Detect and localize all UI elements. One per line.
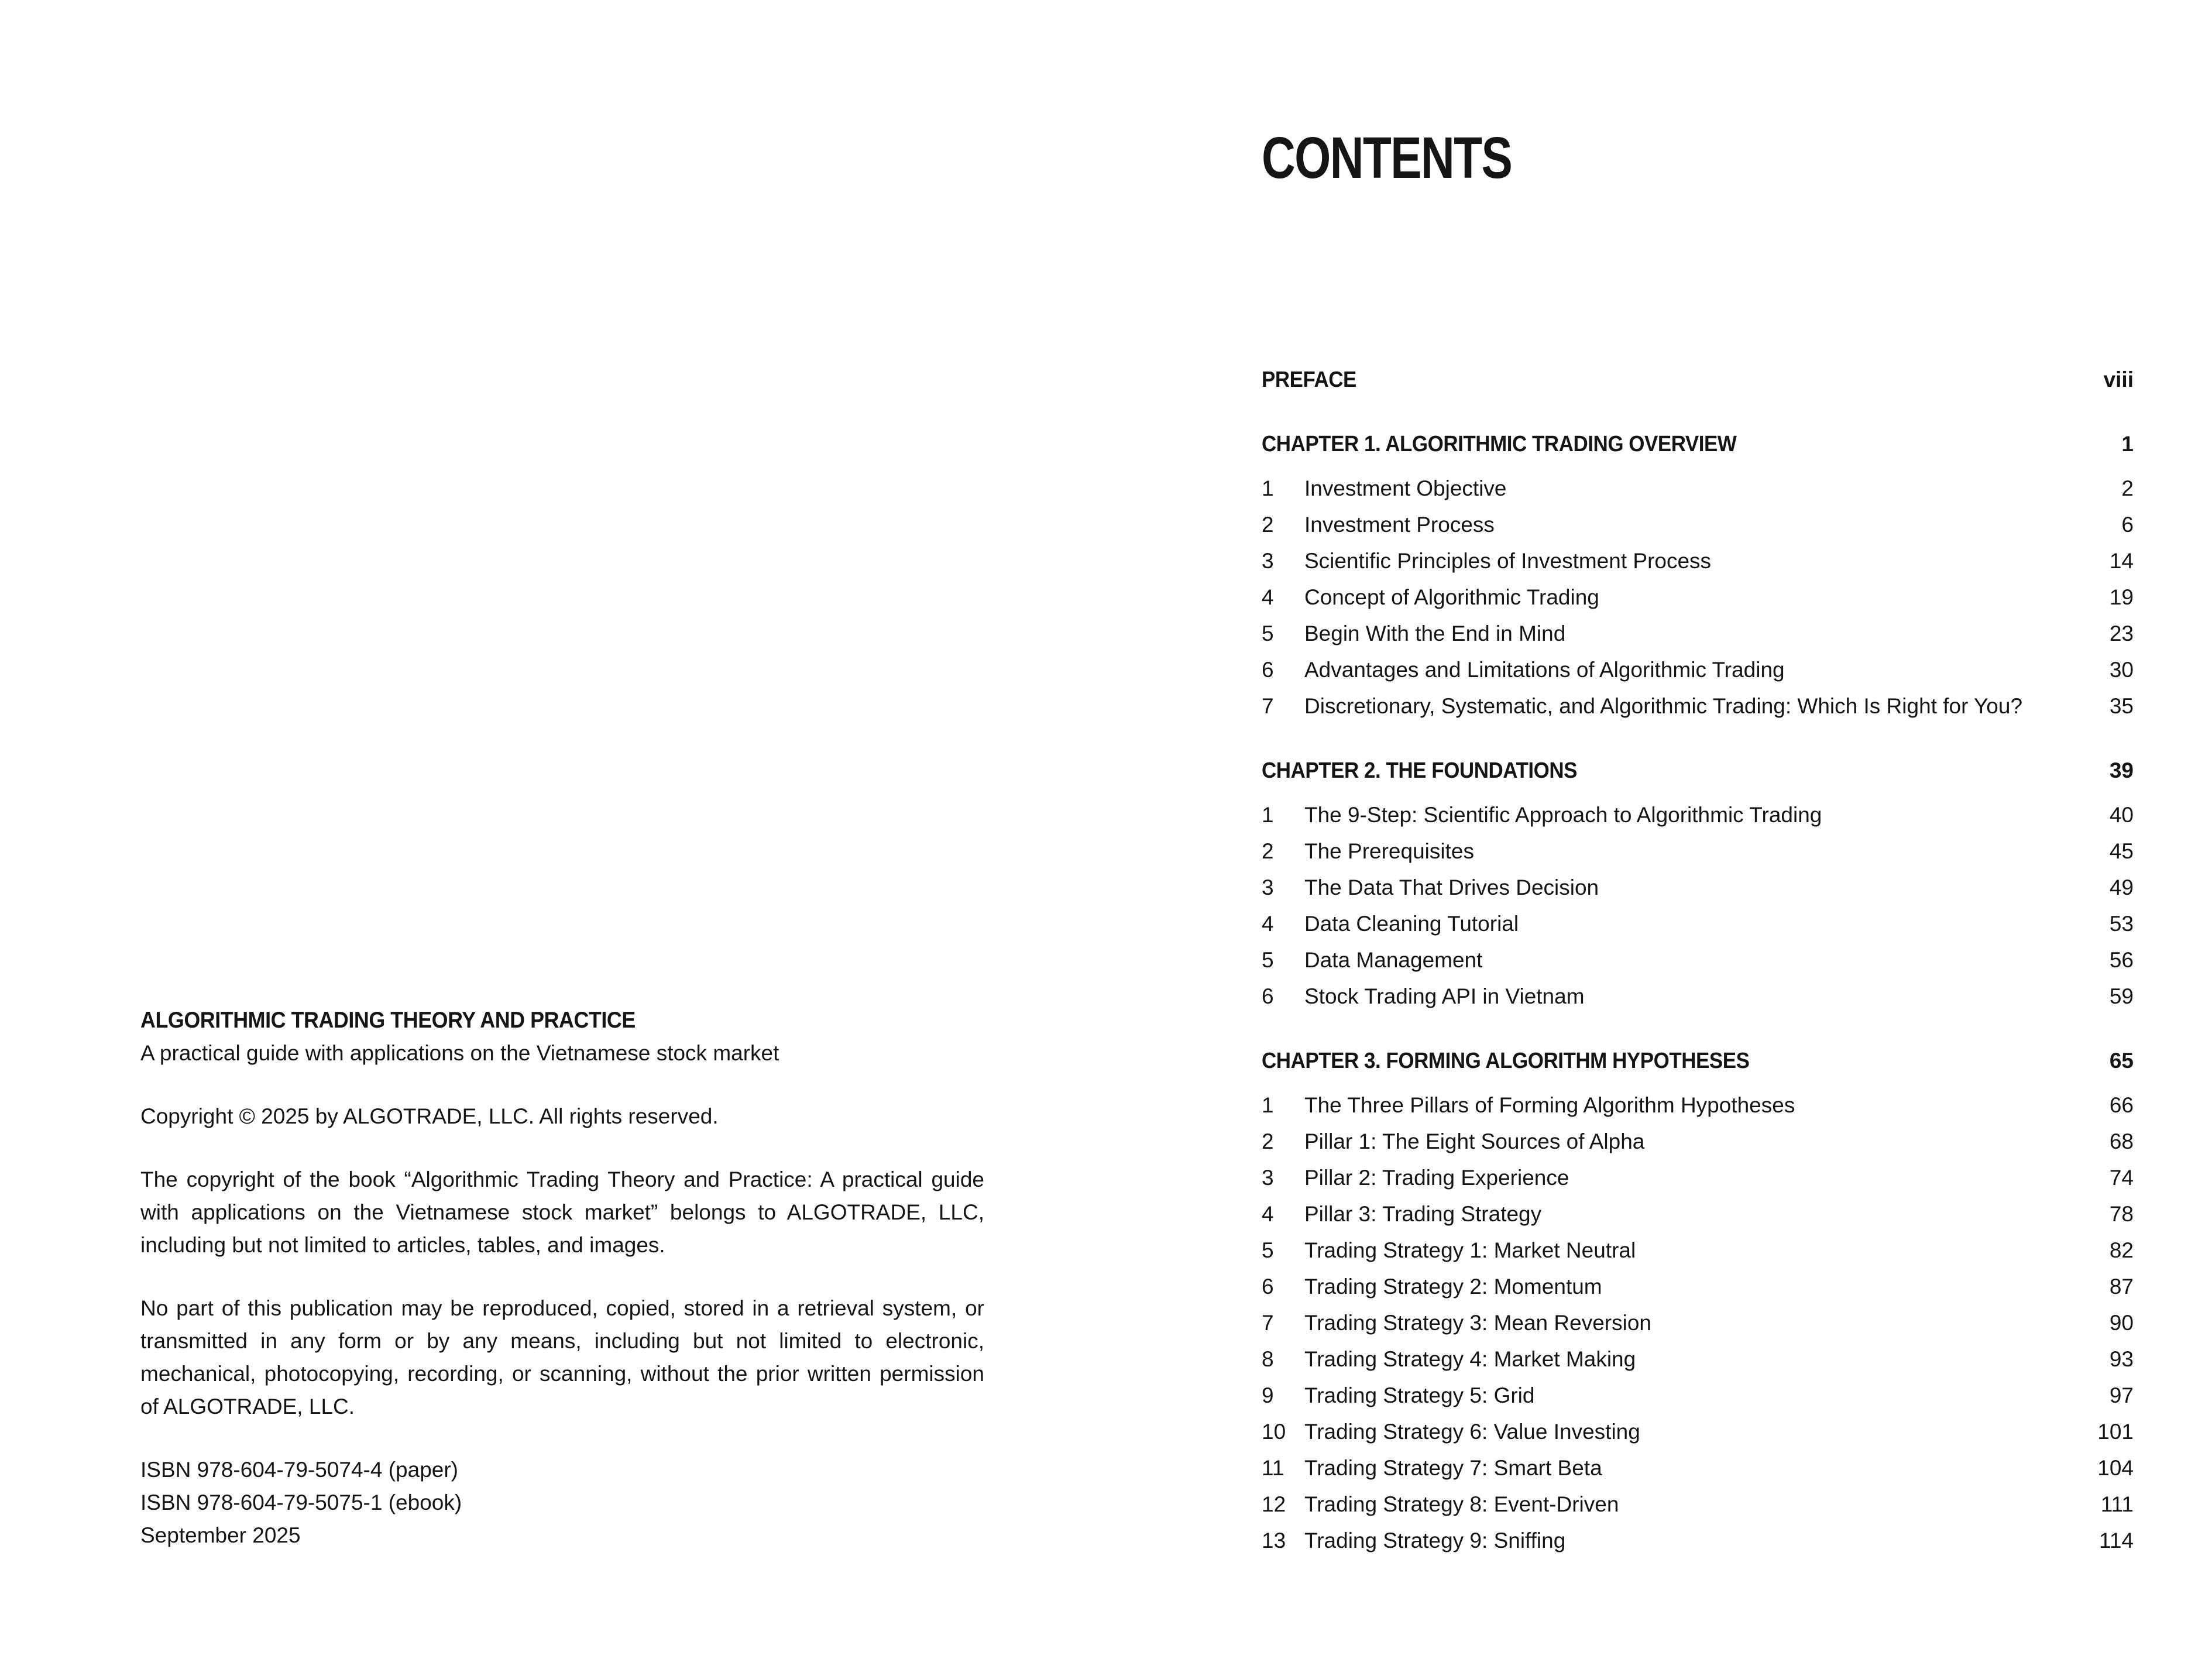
toc-item-row [1262, 616, 2134, 652]
toc-item-row [1262, 1124, 2134, 1160]
toc-item-page: 35 [2109, 694, 2134, 718]
chapter-title-wrap [1262, 426, 2121, 462]
toc-item-page: 74 [2109, 1166, 2134, 1190]
toc-chapter [1262, 426, 2134, 724]
toc-item-page: 114 [2099, 1529, 2134, 1552]
toc-item-row [1262, 942, 2134, 978]
chapter-title: CHAPTER 2. THE FOUNDATIONS [1262, 758, 1578, 783]
chapter-page: 1 [2121, 432, 2134, 456]
toc-item-page: 6 [2121, 513, 2134, 537]
toc-item-page: 93 [2109, 1347, 2134, 1371]
toc-item-row [1262, 978, 2134, 1015]
isbn-block [140, 1454, 984, 1552]
toc-item-number: 5 [1262, 1238, 1274, 1262]
toc-item-page: 53 [2109, 912, 2134, 936]
chapter-items [1262, 1087, 2134, 1559]
toc-item-number: 2 [1262, 839, 1274, 863]
toc-item-row [1262, 470, 2134, 507]
toc-item-row [1262, 1232, 2134, 1269]
copyright-page [140, 1004, 984, 1552]
toc-item-page: 30 [2109, 658, 2134, 682]
toc-item-number: 1 [1262, 803, 1274, 827]
toc-item-number: 4 [1262, 912, 1274, 936]
toc-item-row [1262, 652, 2134, 688]
toc-chapter [1262, 753, 2134, 1015]
toc-item-number: 10 [1262, 1420, 1286, 1444]
toc-item-number: 2 [1262, 513, 1274, 537]
book-subtitle: A practical guide with applications on the Vietnamese stock market [140, 1041, 779, 1065]
chapter-title: CHAPTER 3. FORMING ALGORITHM HYPOTHESES [1262, 1049, 1750, 1073]
toc-item-number: 2 [1262, 1129, 1274, 1153]
contents-title: CONTENTS [1262, 125, 1512, 191]
toc-item-number: 11 [1262, 1456, 1284, 1480]
toc-item-label: The 9-Step: Scientific Approach to Algorithmic Trading [1304, 803, 1822, 827]
toc-item-label: Data Management [1304, 948, 1483, 972]
toc-item-number: 5 [1262, 948, 1274, 972]
toc-item-page: 66 [2109, 1093, 2134, 1117]
toc-item-number: 12 [1262, 1492, 1286, 1516]
toc-item-number: 13 [1262, 1529, 1286, 1552]
toc-item-row [1262, 1087, 2134, 1124]
toc-item-page: 49 [2109, 875, 2134, 899]
toc-item-page: 78 [2109, 1202, 2134, 1226]
toc-item-page: 87 [2109, 1275, 2134, 1299]
contents-title-wrap [1262, 125, 2134, 191]
isbn-ebook: ISBN 978-604-79-5075-1 (ebook) [140, 1490, 462, 1514]
toc-item-label: Advantages and Limitations of Algorithmic Trading [1304, 658, 1785, 682]
toc-item-label: The Three Pillars of Forming Algorithm Hypotheses [1304, 1093, 1795, 1117]
toc-item-number: 6 [1262, 658, 1274, 682]
toc-item-number: 4 [1262, 1202, 1274, 1226]
copyright-paragraph-2: No part of this publication may be reproduced, copied, stored in a retrieval system, or transmitted in any form or by any means, including but not limited to electronic, mechanical, photocopying, recording, or scanning, without the prior written permission of ALGOTRADE, LLC. [140, 1296, 984, 1418]
toc-item-number: 5 [1262, 621, 1274, 645]
toc-item-number: 1 [1262, 476, 1274, 500]
toc-item-row [1262, 1269, 2134, 1305]
chapter-items [1262, 797, 2134, 1015]
toc-item-row [1262, 797, 2134, 833]
chapter-title-wrap [1262, 1043, 2110, 1079]
toc-item-label: Investment Objective [1304, 476, 1507, 500]
preface-row [1262, 362, 2134, 398]
toc-item-page: 45 [2109, 839, 2134, 863]
chapter-page: 65 [2109, 1049, 2134, 1073]
toc-item-label: Discretionary, Systematic, and Algorithmic Trading: Which Is Right for You? [1304, 694, 2023, 718]
toc-item-row [1262, 833, 2134, 870]
toc-item-number: 6 [1262, 984, 1274, 1008]
toc-item-row [1262, 906, 2134, 942]
chapter-heading-row [1262, 1043, 2134, 1079]
toc-item-number: 3 [1262, 1166, 1274, 1190]
toc-item-number: 3 [1262, 875, 1274, 899]
toc-item-row [1262, 1523, 2134, 1559]
chapter-heading-row [1262, 753, 2134, 789]
toc-item-number: 7 [1262, 694, 1274, 718]
toc-item-label: Stock Trading API in Vietnam [1304, 984, 1585, 1008]
toc-item-row [1262, 870, 2134, 906]
toc-item-page: 56 [2109, 948, 2134, 972]
toc-item-label: Trading Strategy 7: Smart Beta [1304, 1456, 1602, 1480]
toc-item-label: Trading Strategy 9: Sniffing [1304, 1529, 1566, 1552]
publication-date: September 2025 [140, 1523, 301, 1547]
toc-chapters [1262, 426, 2134, 1559]
toc-item-page: 40 [2109, 803, 2134, 827]
toc-item-page: 104 [2097, 1456, 2134, 1480]
toc-item-page: 97 [2109, 1383, 2134, 1407]
copyright-paragraph-1: The copyright of the book “Algorithmic Trading Theory and Practice: A practical guide with applications on the Vietnamese stock market” belongs to ALGOTRADE, LLC, including but not limited to articles, tables, and images. [140, 1167, 984, 1257]
toc-item-label: Concept of Algorithmic Trading [1304, 585, 1599, 609]
toc-item-label: Begin With the End in Mind [1304, 621, 1566, 645]
book-title: ALGORITHMIC TRADING THEORY AND PRACTICE [140, 1008, 636, 1033]
copyright-line: Copyright © 2025 by ALGOTRADE, LLC. All rights reserved. [140, 1104, 719, 1128]
chapter-page: 39 [2109, 758, 2134, 782]
toc-item-page: 19 [2109, 585, 2134, 609]
toc-item-page: 90 [2109, 1311, 2134, 1335]
toc-item-label: Trading Strategy 6: Value Investing [1304, 1420, 1640, 1444]
toc-item-label: Trading Strategy 5: Grid [1304, 1383, 1535, 1407]
toc-item-label: Pillar 2: Trading Experience [1304, 1166, 1569, 1190]
toc-item-row [1262, 1341, 2134, 1378]
toc-item-label: Trading Strategy 4: Market Making [1304, 1347, 1636, 1371]
contents-page [1262, 125, 2134, 1559]
toc-item-label: Trading Strategy 2: Momentum [1304, 1275, 1602, 1299]
toc-item-number: 7 [1262, 1311, 1274, 1335]
toc-item-row [1262, 1160, 2134, 1196]
toc-item-label: Trading Strategy 8: Event-Driven [1304, 1492, 1619, 1516]
toc-item-page: 23 [2109, 621, 2134, 645]
toc-item-row [1262, 1305, 2134, 1341]
toc-item-page: 59 [2109, 984, 2134, 1008]
toc-item-page: 82 [2109, 1238, 2134, 1262]
toc-item-page: 111 [2100, 1492, 2134, 1516]
preface-label: PREFACE [1262, 367, 1356, 392]
toc-item-row [1262, 1486, 2134, 1523]
chapter-items [1262, 470, 2134, 724]
toc-item-page: 68 [2109, 1129, 2134, 1153]
toc-item-label: The Prerequisites [1304, 839, 1474, 863]
toc-item-label: Investment Process [1304, 513, 1495, 537]
toc-item-number: 9 [1262, 1383, 1274, 1407]
toc-item-label: Data Cleaning Tutorial [1304, 912, 1519, 936]
toc-item-row [1262, 688, 2134, 724]
toc-item-label: Trading Strategy 3: Mean Reversion [1304, 1311, 1651, 1335]
chapter-heading-row [1262, 426, 2134, 462]
toc-item-label: Scientific Principles of Investment Process [1304, 549, 1712, 573]
toc-item-number: 4 [1262, 585, 1274, 609]
toc-item-page: 14 [2109, 549, 2134, 573]
toc-item-row [1262, 1450, 2134, 1486]
toc-item-row [1262, 1414, 2134, 1450]
toc-item-number: 6 [1262, 1275, 1274, 1299]
toc-item-number: 8 [1262, 1347, 1274, 1371]
toc-item-page: 2 [2121, 476, 2134, 500]
toc-item-label: Pillar 3: Trading Strategy [1304, 1202, 1542, 1226]
toc-item-row [1262, 1196, 2134, 1232]
toc-item-label: Pillar 1: The Eight Sources of Alpha [1304, 1129, 1645, 1153]
toc-item-number: 3 [1262, 549, 1274, 573]
chapter-title: CHAPTER 1. ALGORITHMIC TRADING OVERVIEW [1262, 432, 1737, 456]
chapter-title-wrap [1262, 753, 2110, 789]
toc-item-row [1262, 579, 2134, 616]
toc-item-row [1262, 543, 2134, 579]
preface-page: viii [2103, 367, 2134, 391]
book-title-wrap [140, 1004, 984, 1037]
toc-item-row [1262, 1378, 2134, 1414]
toc-item-label: The Data That Drives Decision [1304, 875, 1599, 899]
toc-item-label: Trading Strategy 1: Market Neutral [1304, 1238, 1636, 1262]
toc-item-row [1262, 507, 2134, 543]
toc-chapter [1262, 1043, 2134, 1559]
preface-label-wrap [1262, 362, 2104, 398]
isbn-paper: ISBN 978-604-79-5074-4 (paper) [140, 1458, 458, 1482]
toc-item-page: 101 [2097, 1420, 2134, 1444]
toc-item-number: 1 [1262, 1093, 1274, 1117]
